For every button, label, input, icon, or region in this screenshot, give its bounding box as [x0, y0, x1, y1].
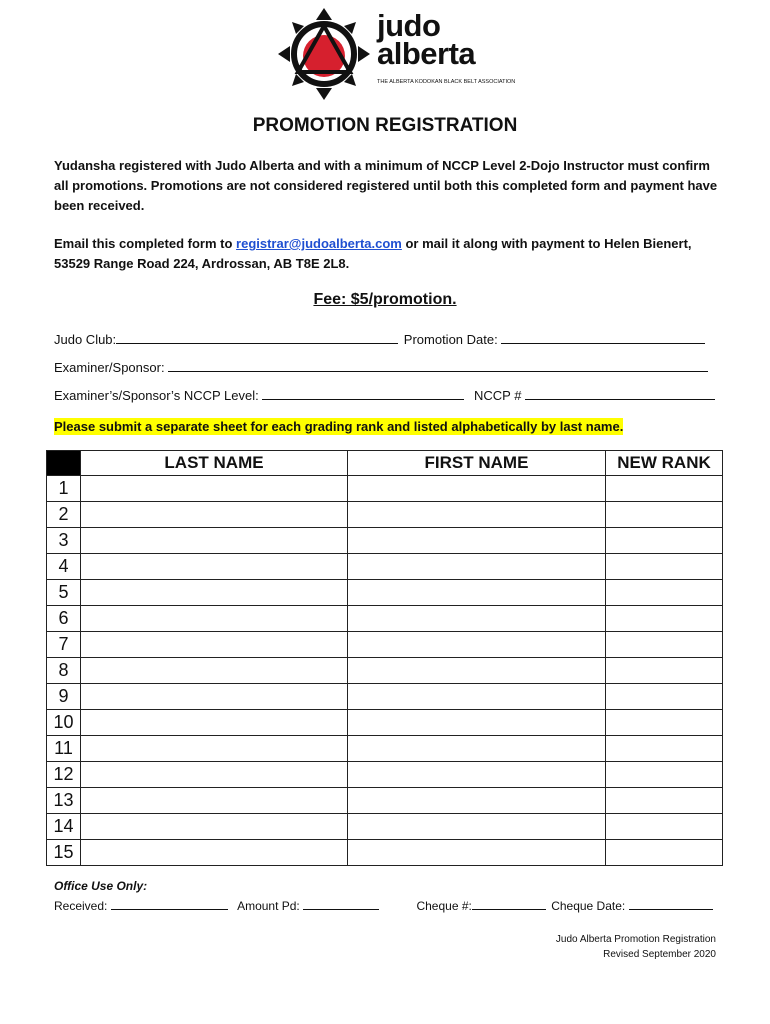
logo-word-alberta: alberta — [377, 36, 476, 71]
new-rank-cell[interactable] — [606, 788, 723, 814]
office-use-row — [54, 897, 713, 913]
row-number: 11 — [47, 736, 81, 762]
cheque-number-label: Cheque #: — [416, 899, 472, 913]
last-name-cell[interactable] — [81, 606, 348, 632]
row-number: 8 — [47, 658, 81, 684]
cheque-date-field[interactable] — [629, 897, 713, 910]
new-rank-cell[interactable] — [606, 502, 723, 528]
logo-tagline: THE ALBERTA KODOKAN BLACK BELT ASSOCIATION — [377, 79, 516, 85]
new-rank-cell[interactable] — [606, 710, 723, 736]
row-number: 2 — [47, 502, 81, 528]
first-name-cell[interactable] — [348, 658, 606, 684]
cheque-number-field[interactable] — [472, 897, 546, 910]
header-new-rank: NEW RANK — [606, 451, 723, 476]
logo-word-judo: judo — [377, 8, 441, 43]
email-paragraph — [54, 234, 724, 274]
cheque-date-label: Cheque Date: — [551, 899, 626, 913]
table-row — [47, 684, 723, 710]
new-rank-cell[interactable] — [606, 814, 723, 840]
last-name-cell[interactable] — [81, 710, 348, 736]
table-header-row — [47, 451, 723, 476]
separate-sheet-notice: Please submit a separate sheet for each grading rank and listed alphabetically by last name. — [54, 419, 624, 434]
first-name-cell[interactable] — [348, 554, 606, 580]
new-rank-cell[interactable] — [606, 580, 723, 606]
nccp-row — [54, 387, 715, 403]
intro-paragraph: Yudansha registered with Judo Alberta and with a minimum of NCCP Level 2-Dojo Instructor must confirm all promotions. Promotions are not considered registered until both this completed form and payment have been received. — [54, 158, 718, 213]
corner-cell — [47, 451, 81, 476]
new-rank-cell[interactable] — [606, 606, 723, 632]
judo-alberta-logo-icon — [278, 8, 370, 100]
row-number: 7 — [47, 632, 81, 658]
new-rank-cell[interactable] — [606, 476, 723, 502]
logo-wordmark — [377, 8, 476, 71]
last-name-cell[interactable] — [81, 580, 348, 606]
judo-club-label: Judo Club: — [54, 332, 117, 347]
examiner-row — [54, 359, 708, 375]
first-name-cell[interactable] — [348, 606, 606, 632]
row-number: 6 — [47, 606, 81, 632]
table-row — [47, 736, 723, 762]
header-last-name: LAST NAME — [81, 451, 348, 476]
new-rank-cell[interactable] — [606, 632, 723, 658]
received-field[interactable] — [111, 897, 228, 910]
table-row — [47, 658, 723, 684]
first-name-cell[interactable] — [348, 762, 606, 788]
row-number: 9 — [47, 684, 81, 710]
table-row — [47, 502, 723, 528]
nccp-level-label: Examiner’s/Sponsor’s NCCP Level: — [54, 388, 259, 403]
new-rank-cell[interactable] — [606, 762, 723, 788]
nccp-number-field[interactable] — [525, 387, 715, 400]
promotion-date-label: Promotion Date: — [403, 332, 498, 347]
header-first-name: FIRST NAME — [348, 451, 606, 476]
examiner-label: Examiner/Sponsor: — [54, 360, 165, 375]
new-rank-cell[interactable] — [606, 554, 723, 580]
last-name-cell[interactable] — [81, 502, 348, 528]
last-name-cell[interactable] — [81, 476, 348, 502]
last-name-cell[interactable] — [81, 736, 348, 762]
first-name-cell[interactable] — [348, 502, 606, 528]
table-row — [47, 554, 723, 580]
row-number: 1 — [47, 476, 81, 502]
page-title: PROMOTION REGISTRATION — [252, 115, 518, 136]
email-text-before: Email this completed form to — [54, 236, 237, 251]
new-rank-cell[interactable] — [606, 528, 723, 554]
row-number: 12 — [47, 762, 81, 788]
first-name-cell[interactable] — [348, 710, 606, 736]
table-row — [47, 762, 723, 788]
last-name-cell[interactable] — [81, 684, 348, 710]
nccp-number-label: NCCP # — [473, 388, 522, 403]
table-row — [47, 528, 723, 554]
footer — [556, 932, 716, 962]
table-row — [47, 632, 723, 658]
new-rank-cell[interactable] — [606, 684, 723, 710]
promotion-date-field[interactable] — [501, 331, 705, 344]
first-name-cell[interactable] — [348, 476, 606, 502]
registrar-email-link[interactable]: registrar@judoalberta.com — [236, 236, 402, 251]
row-number: 3 — [47, 528, 81, 554]
table-row — [47, 606, 723, 632]
row-number: 4 — [47, 554, 81, 580]
row-number: 14 — [47, 814, 81, 840]
new-rank-cell[interactable] — [606, 840, 723, 866]
row-number: 15 — [47, 840, 81, 866]
last-name-cell[interactable] — [81, 554, 348, 580]
first-name-cell[interactable] — [348, 580, 606, 606]
footer-doc-title: Judo Alberta Promotion Registration — [555, 934, 716, 945]
office-use-label: Office Use Only: — [54, 879, 148, 893]
new-rank-cell[interactable] — [606, 736, 723, 762]
row-number: 5 — [47, 580, 81, 606]
first-name-cell[interactable] — [348, 528, 606, 554]
last-name-cell[interactable] — [81, 658, 348, 684]
table-row — [47, 710, 723, 736]
table-row — [47, 788, 723, 814]
row-number: 13 — [47, 788, 81, 814]
last-name-cell[interactable] — [81, 788, 348, 814]
promotion-table — [46, 450, 723, 866]
first-name-cell[interactable] — [348, 840, 606, 866]
first-name-cell[interactable] — [348, 632, 606, 658]
table-row — [47, 476, 723, 502]
club-date-row — [54, 331, 705, 347]
examiner-field[interactable] — [168, 359, 708, 372]
first-name-cell[interactable] — [348, 788, 606, 814]
last-name-cell[interactable] — [81, 762, 348, 788]
row-number: 10 — [47, 710, 81, 736]
footer-revision-date: Revised September 2020 — [603, 949, 716, 960]
amount-paid-field[interactable] — [303, 897, 379, 910]
last-name-cell[interactable] — [81, 632, 348, 658]
last-name-cell[interactable] — [81, 814, 348, 840]
nccp-level-field[interactable] — [262, 387, 464, 400]
first-name-cell[interactable] — [348, 814, 606, 840]
first-name-cell[interactable] — [348, 736, 606, 762]
new-rank-cell[interactable] — [606, 658, 723, 684]
email-text-after: or mail it along with payment to Helen Bienert, 53529 Range Road 224, Ardrossan, AB T8E 2L8. — [54, 236, 692, 271]
judo-club-field[interactable] — [116, 331, 398, 344]
fee-label: Fee: $5/promotion. — [313, 291, 457, 308]
table-row — [47, 580, 723, 606]
first-name-cell[interactable] — [348, 684, 606, 710]
last-name-cell[interactable] — [81, 528, 348, 554]
last-name-cell[interactable] — [81, 840, 348, 866]
received-label: Received: — [54, 899, 108, 913]
amount-paid-label: Amount Pd: — [237, 899, 300, 913]
table-row — [47, 840, 723, 866]
table-row — [47, 814, 723, 840]
